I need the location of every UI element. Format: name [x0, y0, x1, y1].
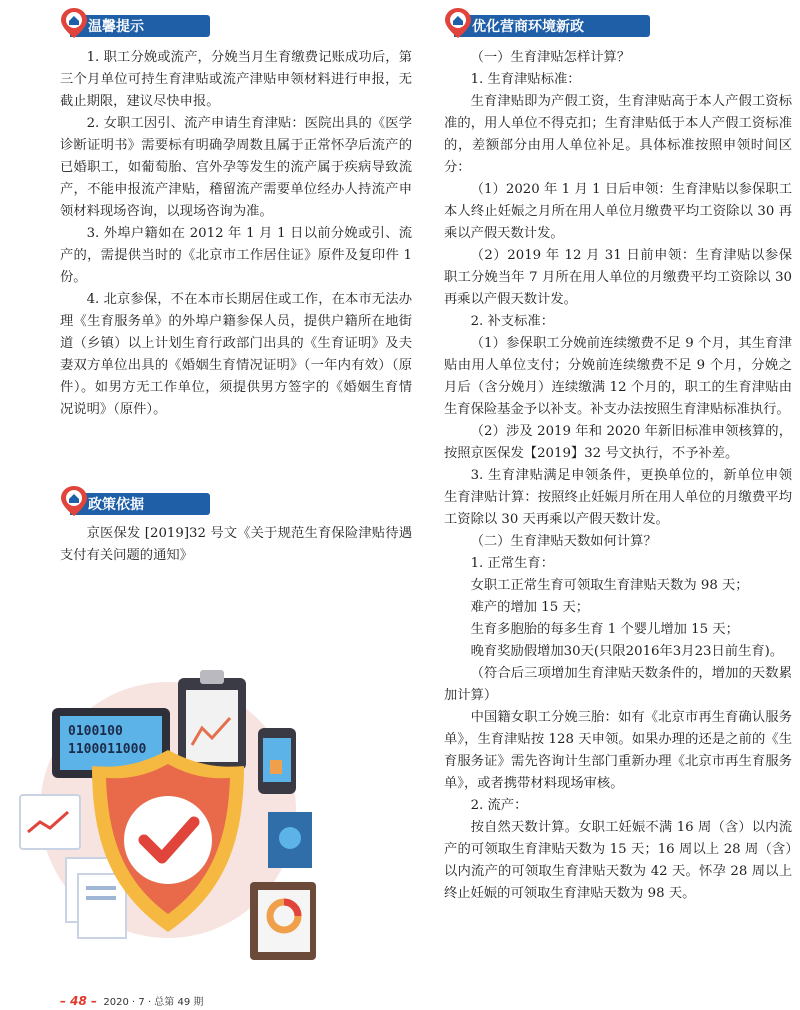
security-shield-illustration — [18, 600, 318, 990]
issue-info: 2020 · 7 · 总第 49 期 — [103, 997, 204, 1008]
clipboard-chart-icon — [178, 670, 246, 770]
tips-paragraph-4: 4. 北京参保，不在本市长期居住或工作，在本市无法办理《生育服务单》的外埠户籍参保人员，提供户籍所在地街道（乡镇）以上计划生育行政部门出具的《生育证明》及夫妻双方单位出具的《婚姻生育情况证明》（一年内有效）（原件）。如男方无工作单位，须提供男方签字的《婚姻生育情况说明》（原件）。 — [60, 292, 412, 417]
policy-subhead-4: 2. 流产： — [470, 798, 528, 813]
basis-paragraph: 京医保发 [2019]32 号文《关于规范生育保险津贴待遇支付有关问题的通知》 — [60, 526, 412, 563]
basis-body — [60, 523, 412, 567]
policy-paragraph: 中国籍女职工分娩三胎：如有《北京市再生育确认服务单》，生育津贴按 128 天申领。如果办理的还是之前的《生育服务证》需先咨询计生部门重新办理《北京市再生育服务单》，或者携带材料现场审核。 — [444, 710, 792, 791]
policy-q2: （二）生育津贴天数如何计算？ — [470, 534, 657, 549]
tips-header — [60, 8, 412, 38]
policy-paragraph: 生育多胞胎的每多生育 1 个婴儿增加 15 天； — [470, 622, 739, 637]
policy-subhead-3: 1. 正常生育： — [470, 556, 554, 571]
binary-line-2: 1100011000 — [68, 742, 147, 757]
page-footer — [60, 993, 203, 1008]
policy-paragraph: 难产的增加 15 天； — [470, 600, 590, 615]
policy-q1: （一）生育津贴怎样计算？ — [470, 50, 631, 65]
smartphone-icon — [258, 728, 296, 794]
location-pin-icon — [58, 484, 90, 518]
policy-paragraph: （1）参保职工分娩前连续缴费不足 9 个月，其生育津贴由用人单位支付；分娩前连续缴费不足 9 个月，分娩之月后（含分娩月）连续缴满 12 个月的，职工的生育津贴由生育保险基金予以补支。补支办法按照生育津贴标准执行。 — [444, 336, 792, 417]
report-book-icon — [250, 882, 316, 960]
puzzle-card-icon — [268, 812, 312, 868]
tips-body — [60, 47, 412, 421]
policy-paragraph: 3. 生育津贴满足申领条件，更换单位的，新单位申领生育津贴计算：按照终止妊娠月所在用人单位的月缴费平均工资除以 30 天再乘以产假天数计发。 — [444, 468, 792, 527]
tips-title: 温馨提示 — [88, 19, 144, 35]
tips-paragraph-2: 2. 女职工因引、流产申请生育津贴：医院出具的《医学诊断证明书》需要标有明确孕周数且属于正常怀孕后流产的已婚职工，如葡萄胎、宫外孕等发生的流产属于疾病导致流产，不能申报流产津贴，稽留流产需要单位经办人持流产申领材料现场咨询，以现场咨询为准。 — [60, 116, 412, 219]
policy-paragraph: 女职工正常生育可领取生育津贴天数为 98 天； — [470, 578, 749, 593]
location-pin-icon — [442, 6, 474, 40]
policy-subhead-1: 1. 生育津贴标准： — [470, 72, 581, 87]
chart-card-icon — [20, 795, 80, 849]
policy-paragraph: （2）2019 年 12 月 31 日前申领：生育津贴以参保职工分娩当年 7 月所在用人单位的月缴费平均工资除以 30 再乘以产假天数计发。 — [444, 248, 792, 307]
tips-paragraph-3: 3. 外埠户籍如在 2012 年 1 月 1 日以前分娩或引、流产的，需提供当时的《北京市工作居住证》原件及复印件 1 份。 — [60, 226, 412, 285]
page-number: – 48 – — [60, 994, 98, 1008]
binary-line-1: 0100100 — [68, 724, 123, 739]
basis-header — [60, 486, 412, 516]
policy-paragraph: （2）涉及 2019 年和 2020 年新旧标准申领核算的，按照京医保发【2019】32 号文执行，不予补差。 — [444, 424, 792, 461]
policy-paragraph: 晚育奖励假增加30天(只限2016年3月23日前生育)。 — [470, 644, 784, 659]
policy-paragraph: （符合后三项增加生育津贴天数条件的，增加的天数累加计算） — [444, 666, 792, 703]
policy-subhead-2: 2. 补支标准： — [470, 314, 554, 329]
policy-header — [444, 8, 792, 38]
tips-paragraph-1: 1. 职工分娩或流产，分娩当月生育缴费记账成功后，第三个月单位可持生育津贴或流产津贴申领材料进行申报，无截止期限，建议尽快申报。 — [60, 50, 412, 109]
policy-paragraph: （1）2020 年 1 月 1 日后申领：生育津贴以参保职工本人终止妊娠之月所在用人单位月缴费平均工资除以 30 再乘以产假天数计发。 — [444, 182, 792, 241]
policy-body — [444, 47, 792, 905]
policy-paragraph: 按自然天数计算。女职工妊娠不满 16 周（含）以内流产的可领取生育津贴天数为 15 天；16 周以上 28 周（含）以内流产的可领取生育津贴天数为 42 天。怀孕 28 周以上终止妊娠的可领取生育津贴天数为 98 天。 — [444, 820, 792, 901]
policy-title: 优化营商环境新政 — [472, 19, 584, 35]
location-pin-icon — [58, 6, 90, 40]
policy-paragraph: 生育津贴即为产假工资，生育津贴高于本人产假工资标准的，用人单位不得克扣；生育津贴低于本人产假工资标准的，差额部分由用人单位补足。具体标准按照申领时间区分： — [444, 94, 792, 175]
basis-title: 政策依据 — [88, 497, 144, 513]
